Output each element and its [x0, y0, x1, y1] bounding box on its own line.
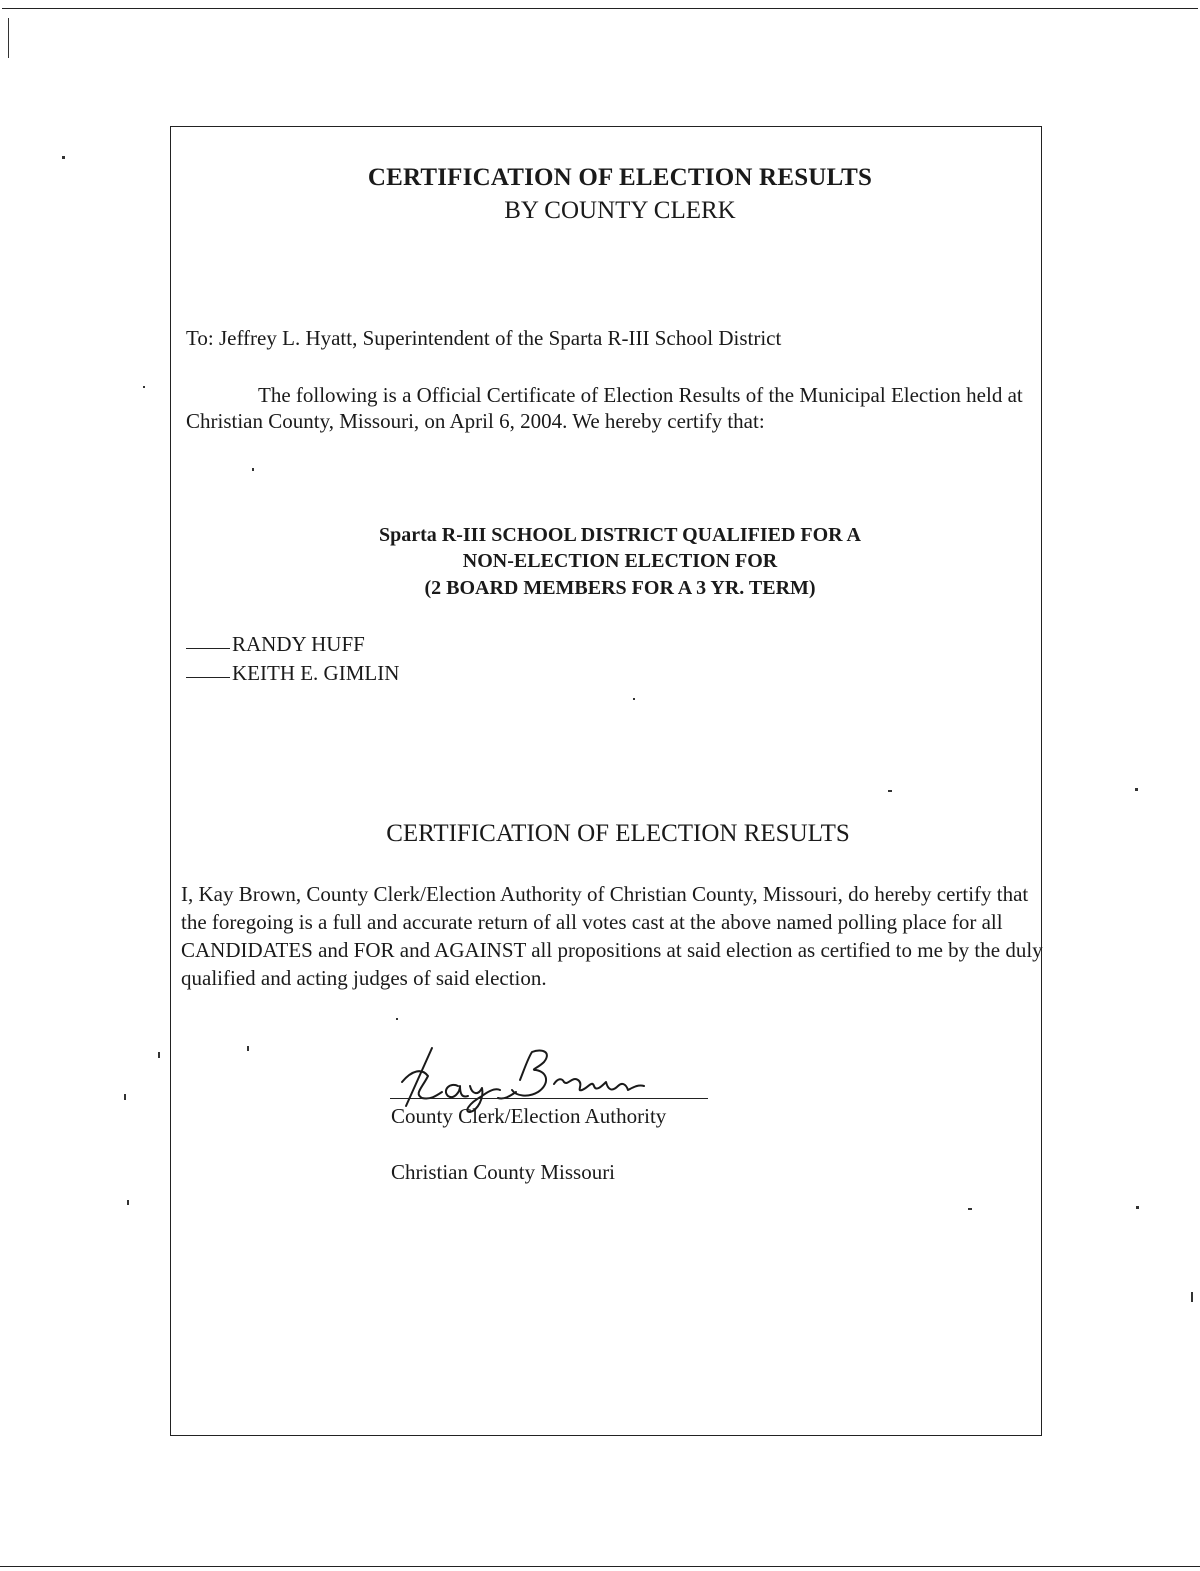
scan-speck — [124, 1094, 126, 1100]
intro-paragraph — [186, 382, 1052, 434]
scan-speck — [968, 1208, 972, 1210]
candidate-blank — [186, 677, 230, 678]
scan-speck — [247, 1046, 249, 1051]
candidate-row — [186, 632, 365, 657]
scan-speck — [1191, 1292, 1193, 1302]
candidate-name: RANDY HUFF — [232, 632, 365, 656]
scan-speck — [1136, 1206, 1139, 1209]
district-line-2: NON-ELECTION ELECTION FOR — [462, 550, 778, 572]
county-name: Christian County Missouri — [391, 1160, 616, 1184]
page-edge-bottom — [0, 1566, 1200, 1567]
certification-heading: CERTIFICATION OF ELECTION RESULTS — [386, 820, 850, 847]
candidate-name: KEITH E. GIMLIN — [232, 661, 400, 685]
certification-paragraph: I, Kay Brown, County Clerk/Election Authority of Christian County, Missouri, do hereby certify that the foregoing is a full and accurate return of all votes cast at the above named polling place for all CANDIDATES and FOR and AGAINST all propositions at said election as certified to me by the duly qualified and acting judges of said election. — [181, 882, 1043, 990]
scan-speck — [143, 386, 145, 388]
scan-speck — [252, 468, 254, 471]
scan-speck — [633, 698, 635, 700]
candidate-row — [186, 661, 399, 686]
signature-line — [390, 1098, 708, 1099]
district-line-3: (2 BOARD MEMBERS FOR A 3 YR. TERM) — [424, 577, 816, 599]
intro-paragraph-text: The following is a Official Certificate of Election Results of the Municipal Election held at Christian County, Missouri, on April 6, 2004. We hereby certify that: — [186, 383, 1023, 433]
district-line-1: Sparta R-III SCHOOL DISTRICT QUALIFIED FOR A — [379, 524, 861, 546]
scan-speck — [396, 1018, 398, 1020]
scan-speck — [888, 790, 892, 792]
document-border — [170, 126, 1042, 1436]
candidate-blank — [186, 648, 230, 649]
document-title: CERTIFICATION OF ELECTION RESULTS — [367, 164, 873, 191]
scan-speck — [1135, 788, 1138, 791]
scan-speck — [127, 1200, 129, 1205]
document-subtitle: BY COUNTY CLERK — [504, 197, 736, 224]
page-edge-top — [2, 8, 1198, 9]
signature-caption: County Clerk/Election Authority — [391, 1104, 667, 1128]
recipient-line: To: Jeffrey L. Hyatt, Superintendent of the Sparta R-III School District — [186, 326, 782, 350]
scan-speck — [62, 156, 65, 159]
page-edge-left — [8, 18, 9, 58]
scan-speck — [158, 1052, 160, 1058]
